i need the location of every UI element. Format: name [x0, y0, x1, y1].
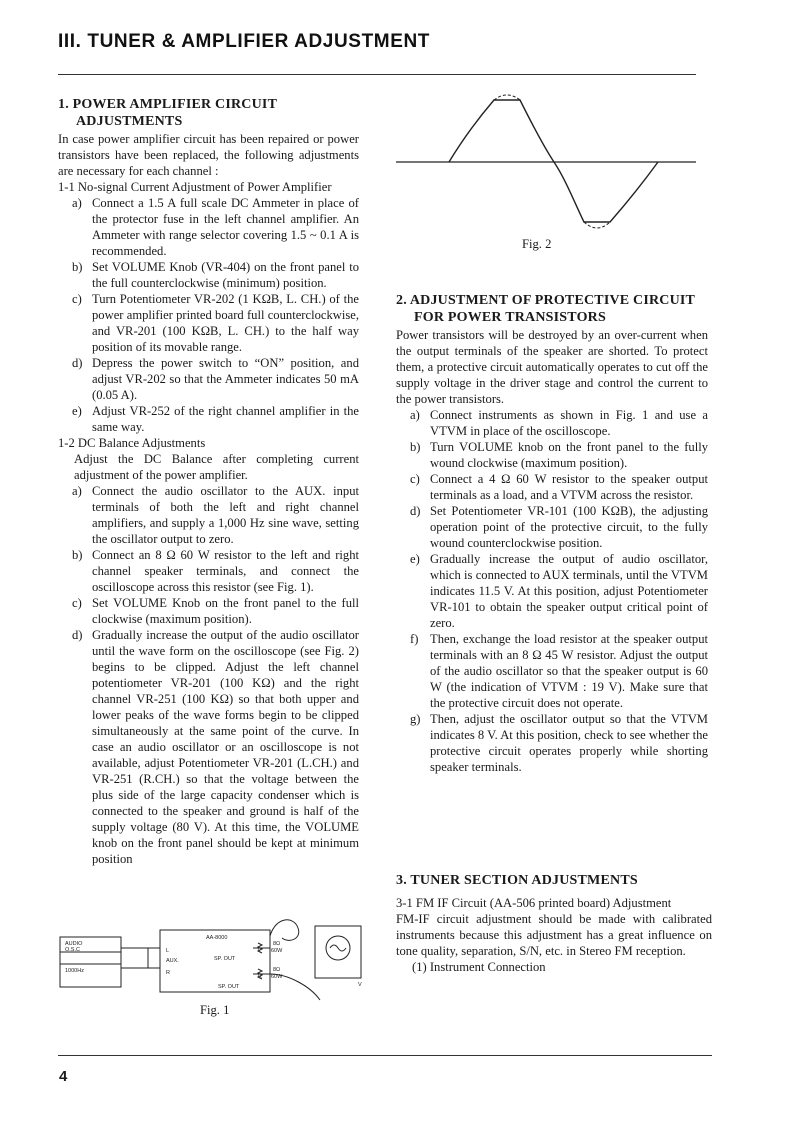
list-item: c) Connect a 4 Ω 60 W resistor to the speaker output terminals as a load, and a VTVM across the resistor. — [410, 472, 708, 502]
oscilloscope-box — [315, 926, 361, 978]
section-2-heading: 2. ADJUSTMENT OF PROTECTIVE CIRCUIT FOR POWER TRANSISTORS — [396, 293, 696, 325]
section-3-heading: 3. TUNER SECTION ADJUSTMENTS — [396, 873, 638, 888]
res-bot-label-1: 8Ω — [273, 967, 281, 973]
list-item: b) Turn VOLUME knob on the front panel to the fully wound clockwise (maximum position). — [410, 440, 708, 470]
osc-label-line3: 1000Hz — [65, 968, 84, 974]
fig1-caption: Fig. 1 — [200, 1003, 230, 1017]
list-item: b) Connect an 8 Ω 60 W resistor to the left and right channel speaker terminals, and connect the oscilloscope across this resistor (see Fig. 1). — [72, 548, 359, 594]
l-input-label: L — [166, 948, 170, 954]
list-item: c) Set VOLUME Knob on the front panel to the full clockwise (maximum position). — [72, 596, 359, 626]
subsection-1-2-intro: Adjust the DC Balance after completing current adjustment of the power amplifier. — [74, 452, 359, 482]
bottom-divider — [58, 1055, 712, 1056]
list-item: a) Connect a 1.5 A full scale DC Ammeter in place of the protector fuse in the left channel amplifier. An Ammeter with range selector covering 1.5 ~ 0.1 A is recommended. — [72, 196, 359, 258]
subsection-3-1-text: FM-IF circuit adjustment should be made with calibrated instruments because this adjustment has a great influence on tone quality, separation, S/N, etc. in Stereo FM reception. — [396, 912, 712, 958]
fig1-connection-diagram — [58, 912, 368, 1002]
clipped-peak-top — [494, 95, 520, 100]
r-input-label: R — [166, 970, 170, 976]
osc-label-line1: AUDIO — [65, 941, 83, 947]
top-divider — [58, 74, 696, 75]
fig2-caption: Fig. 2 — [522, 237, 552, 251]
l-output-label: L — [258, 948, 262, 954]
section-power-amplifier — [58, 96, 359, 867]
list-item: b) Set VOLUME Knob (VR-404) on the front panel to the full counterclockwise (minimum) position. — [72, 260, 359, 290]
list-item: a) Connect the audio oscillator to the AUX. input terminals of both the left and right channel amplifiers, and supply a 1,000 Hz sine wave, setting the oscillator output to zero. — [72, 484, 359, 546]
list-item: f) Then, exchange the load resistor at the speaker output terminals with an 8 Ω 45 W resistor. Adjust the output of the audio oscillator so that the speaker output is 60 W (the indication of VTVM : 19 V). Make sure that the protective circuit does not operate. — [410, 632, 708, 710]
list-item: a) Connect instruments as shown in Fig. 1 and use a VTVM in place of the oscilloscope. — [410, 408, 708, 438]
res-top-label-2: 60W — [271, 948, 283, 954]
osc-label-line2: O.S.C — [65, 947, 80, 953]
sp-out-top-label: SP. OUT — [214, 956, 236, 962]
unit-label: AA-8000 — [206, 935, 228, 941]
section-2-list — [396, 407, 708, 775]
list-item: c) Turn Potentiometer VR-202 (1 KΩB, L. CH.) of the power amplifier printed board full counterclockwise, and VR-201 (100 KΩB, L. CH.) to the half way position of its movable range. — [72, 292, 359, 354]
sp-out-bottom-label: SP. OUT — [218, 984, 240, 990]
section-2-intro: Power transistors will be destroyed by an over-current when the output terminals of the speaker are shorted. To protect them, a protective circuit automatically operates to cut off the supply voltage in the driver stage and control the current to the power transistors. — [396, 328, 708, 406]
clipped-sine-wave — [449, 100, 658, 222]
subsection-1-2-list — [58, 483, 359, 867]
list-item: g) Then, adjust the oscillator output so that the VTVM indicates 8 V. At this position, check to see whether the protective circuit operates properly while shorting speaker terminals. — [410, 712, 708, 774]
clipped-peak-bottom — [584, 222, 610, 228]
page-title: III. TUNER & AMPLIFIER ADJUSTMENT — [58, 31, 431, 52]
section-1-heading: 1. POWER AMPLIFIER CIRCUIT ADJUSTMENTS — [58, 97, 278, 129]
probe-cable — [270, 920, 299, 941]
r-output-label: R — [258, 974, 262, 980]
section-protective-circuit — [396, 292, 708, 775]
subsection-3-1-item: (1) Instrument Connection — [412, 960, 546, 974]
section-tuner — [396, 872, 712, 975]
subsection-1-2-title: 1-2 DC Balance Adjustments — [58, 436, 206, 450]
meter-label: V — [358, 982, 362, 988]
subsection-1-1-list — [58, 195, 359, 435]
aux-label: AUX. — [166, 958, 179, 964]
res-top-label-1: 8Ω — [273, 941, 281, 947]
page-number: 4 — [59, 1068, 68, 1085]
fig2-clipped-waveform — [396, 86, 696, 246]
subsection-1-1-title: 1-1 No-signal Current Adjustment of Power Amplifier — [58, 180, 332, 194]
list-item: d) Set Potentiometer VR-101 (100 KΩB), the adjusting operation point of the protective circuit, to the fully wound counterclockwise position. — [410, 504, 708, 550]
list-item: e) Gradually increase the output of audio oscillator, which is connected to AUX terminals, until the VTVM indicates 11.5 V. At this position, adjust Potentiometer VR-101 to obtain the speaker output critical point of zero. — [410, 552, 708, 630]
res-bot-label-2: 60W — [271, 974, 283, 980]
list-item: d) Gradually increase the output of the audio oscillator until the wave form on the oscilloscope (see Fig. 2) begins to be clipped. Adjust the left channel potentiometer VR-201 (100 KΩ) and the right channel VR-251 (100 KΩ) so that both upper and lower peaks of the wave forms begin to be clipped simultaneously at the same point of the curve. In case an audio oscillator or an oscilloscope is not available, adjust Potentiometer VR-201 (L.CH.) and VR-251 (R.CH.) so that the voltage between the plus side of the large capacity condenser which is connected to the speaker and ground is half of the supply voltage (80 V). At this time, the VOLUME knob on the front panel should be kept at minimum position — [72, 628, 359, 866]
list-item: e) Adjust VR-252 of the right channel amplifier in the same way. — [72, 404, 359, 434]
section-1-intro: In case power amplifier circuit has been repaired or power transistors have been replaced, the following adjustments are necessary for each channel : — [58, 132, 359, 178]
subsection-3-1-title: 3-1 FM IF Circuit (AA-506 printed board) Adjustment — [396, 896, 672, 910]
list-item: d) Depress the power switch to “ON” position, and adjust VR-202 so that the Ammeter indicates 50 mA (0.05 A). — [72, 356, 359, 402]
